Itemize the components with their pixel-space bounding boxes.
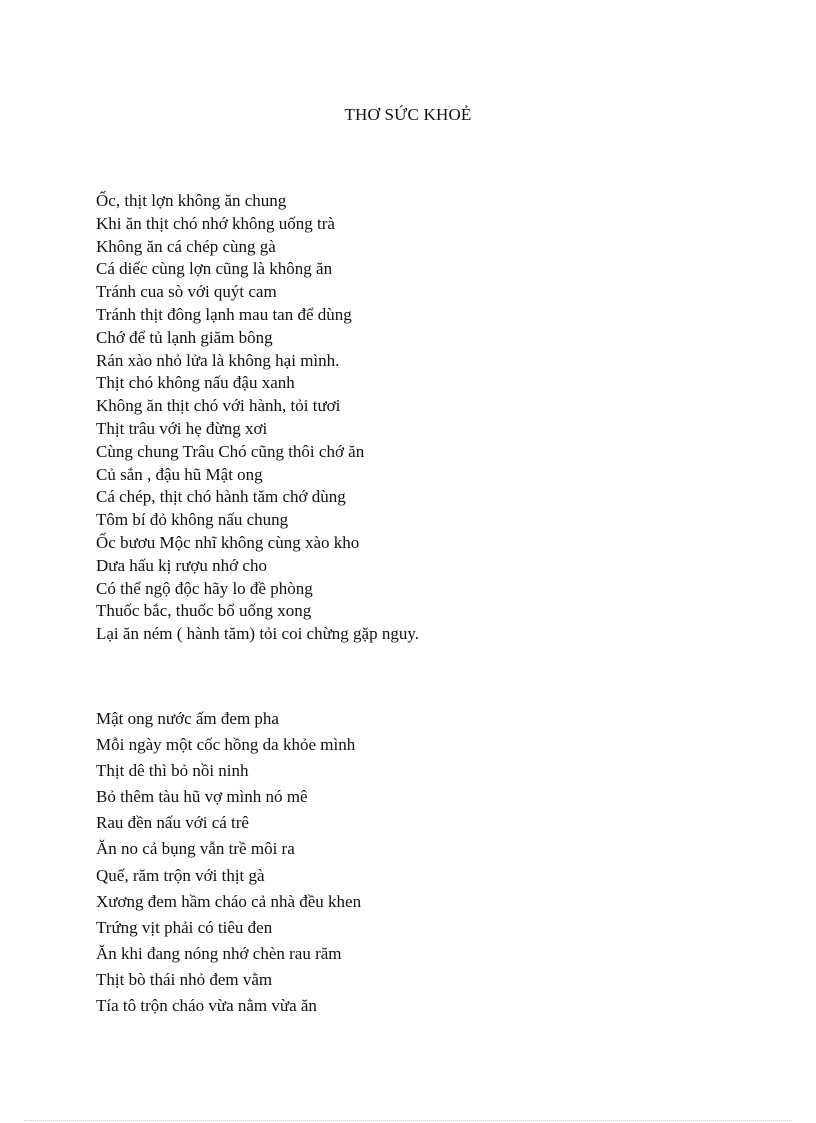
poem-line: Cùng chung Trâu Chó cũng thôi chớ ăn <box>96 441 365 461</box>
poem-line: Thịt bò thái nhỏ đem vằm <box>96 969 273 989</box>
poem-stanza-2 <box>96 706 361 1019</box>
poem-line: Rau đền nấu với cá trê <box>96 813 249 833</box>
poem-stanza-1 <box>96 190 419 646</box>
poem-line: Quế, răm trộn với thịt gà <box>96 865 265 885</box>
poem-line: Lại ăn ném ( hành tăm) tỏi coi chừng gặp nguy. <box>96 624 419 644</box>
poem-line: Ốc, thịt lợn không ăn chung <box>96 191 287 210</box>
poem-line: Tôm bí đỏ không nấu chung <box>96 510 289 530</box>
poem-line: Ăn no cả bụng vẫn trề môi ra <box>96 839 295 859</box>
poem-line: Cá chép, thịt chó hành tăm chớ dùng <box>96 487 346 507</box>
poem-line: Thịt dê thì bỏ nồi ninh <box>96 761 249 781</box>
poem-line: Củ sắn , đậu hũ Mật ong <box>96 464 263 484</box>
poem-line: Cá diếc cùng lợn cũng là không ăn <box>96 259 333 279</box>
poem-line: Bỏ thêm tàu hũ vợ mình nó mê <box>96 787 308 807</box>
poem-line: Không ăn cá chép cùng gà <box>96 236 276 256</box>
poem-line: Khi ăn thịt chó nhớ không uống trà <box>96 213 335 233</box>
poem-line: Thuốc bắc, thuốc bổ uống xong <box>96 601 312 621</box>
poem-line: Tía tô trộn cháo vừa nằm vừa ăn <box>96 996 317 1016</box>
poem-line: Mật ong nước ấm đem pha <box>96 709 279 728</box>
poem-line: Tránh thịt đông lạnh mau tan để dùng <box>96 304 352 324</box>
poem-line: Thịt chó không nấu đậu xanh <box>96 373 295 393</box>
poem-line: Ăn khi đang nóng nhớ chèn rau răm <box>96 943 342 963</box>
poem-line: Có thể ngộ độc hãy lo đề phòng <box>96 578 313 598</box>
poem-line: Rán xào nhỏ lửa là không hại mình. <box>96 350 340 370</box>
poem-line: Thịt trâu với hẹ đừng xơi <box>96 418 268 438</box>
poem-line: Xương đem hầm cháo cả nhà đều khen <box>96 891 362 911</box>
poem-line: Mỗi ngày một cốc hồng da khỏe mình <box>96 735 356 755</box>
poem-line: Trứng vịt phải có tiêu đen <box>96 917 273 937</box>
poem-line: Chớ để tủ lạnh giăm bông <box>96 327 273 347</box>
page-bottom-divider <box>24 1120 792 1121</box>
poem-line: Tránh cua sò với quýt cam <box>96 282 277 302</box>
poem-line: Không ăn thịt chó với hành, tỏi tươi <box>96 396 341 416</box>
poem-line: Dưa hấu kị rượu nhớ cho <box>96 555 267 575</box>
poem-line: Ốc bươu Mộc nhĩ không cùng xào kho <box>96 532 360 552</box>
page-title: THƠ SỨC KHOẺ <box>344 105 472 124</box>
